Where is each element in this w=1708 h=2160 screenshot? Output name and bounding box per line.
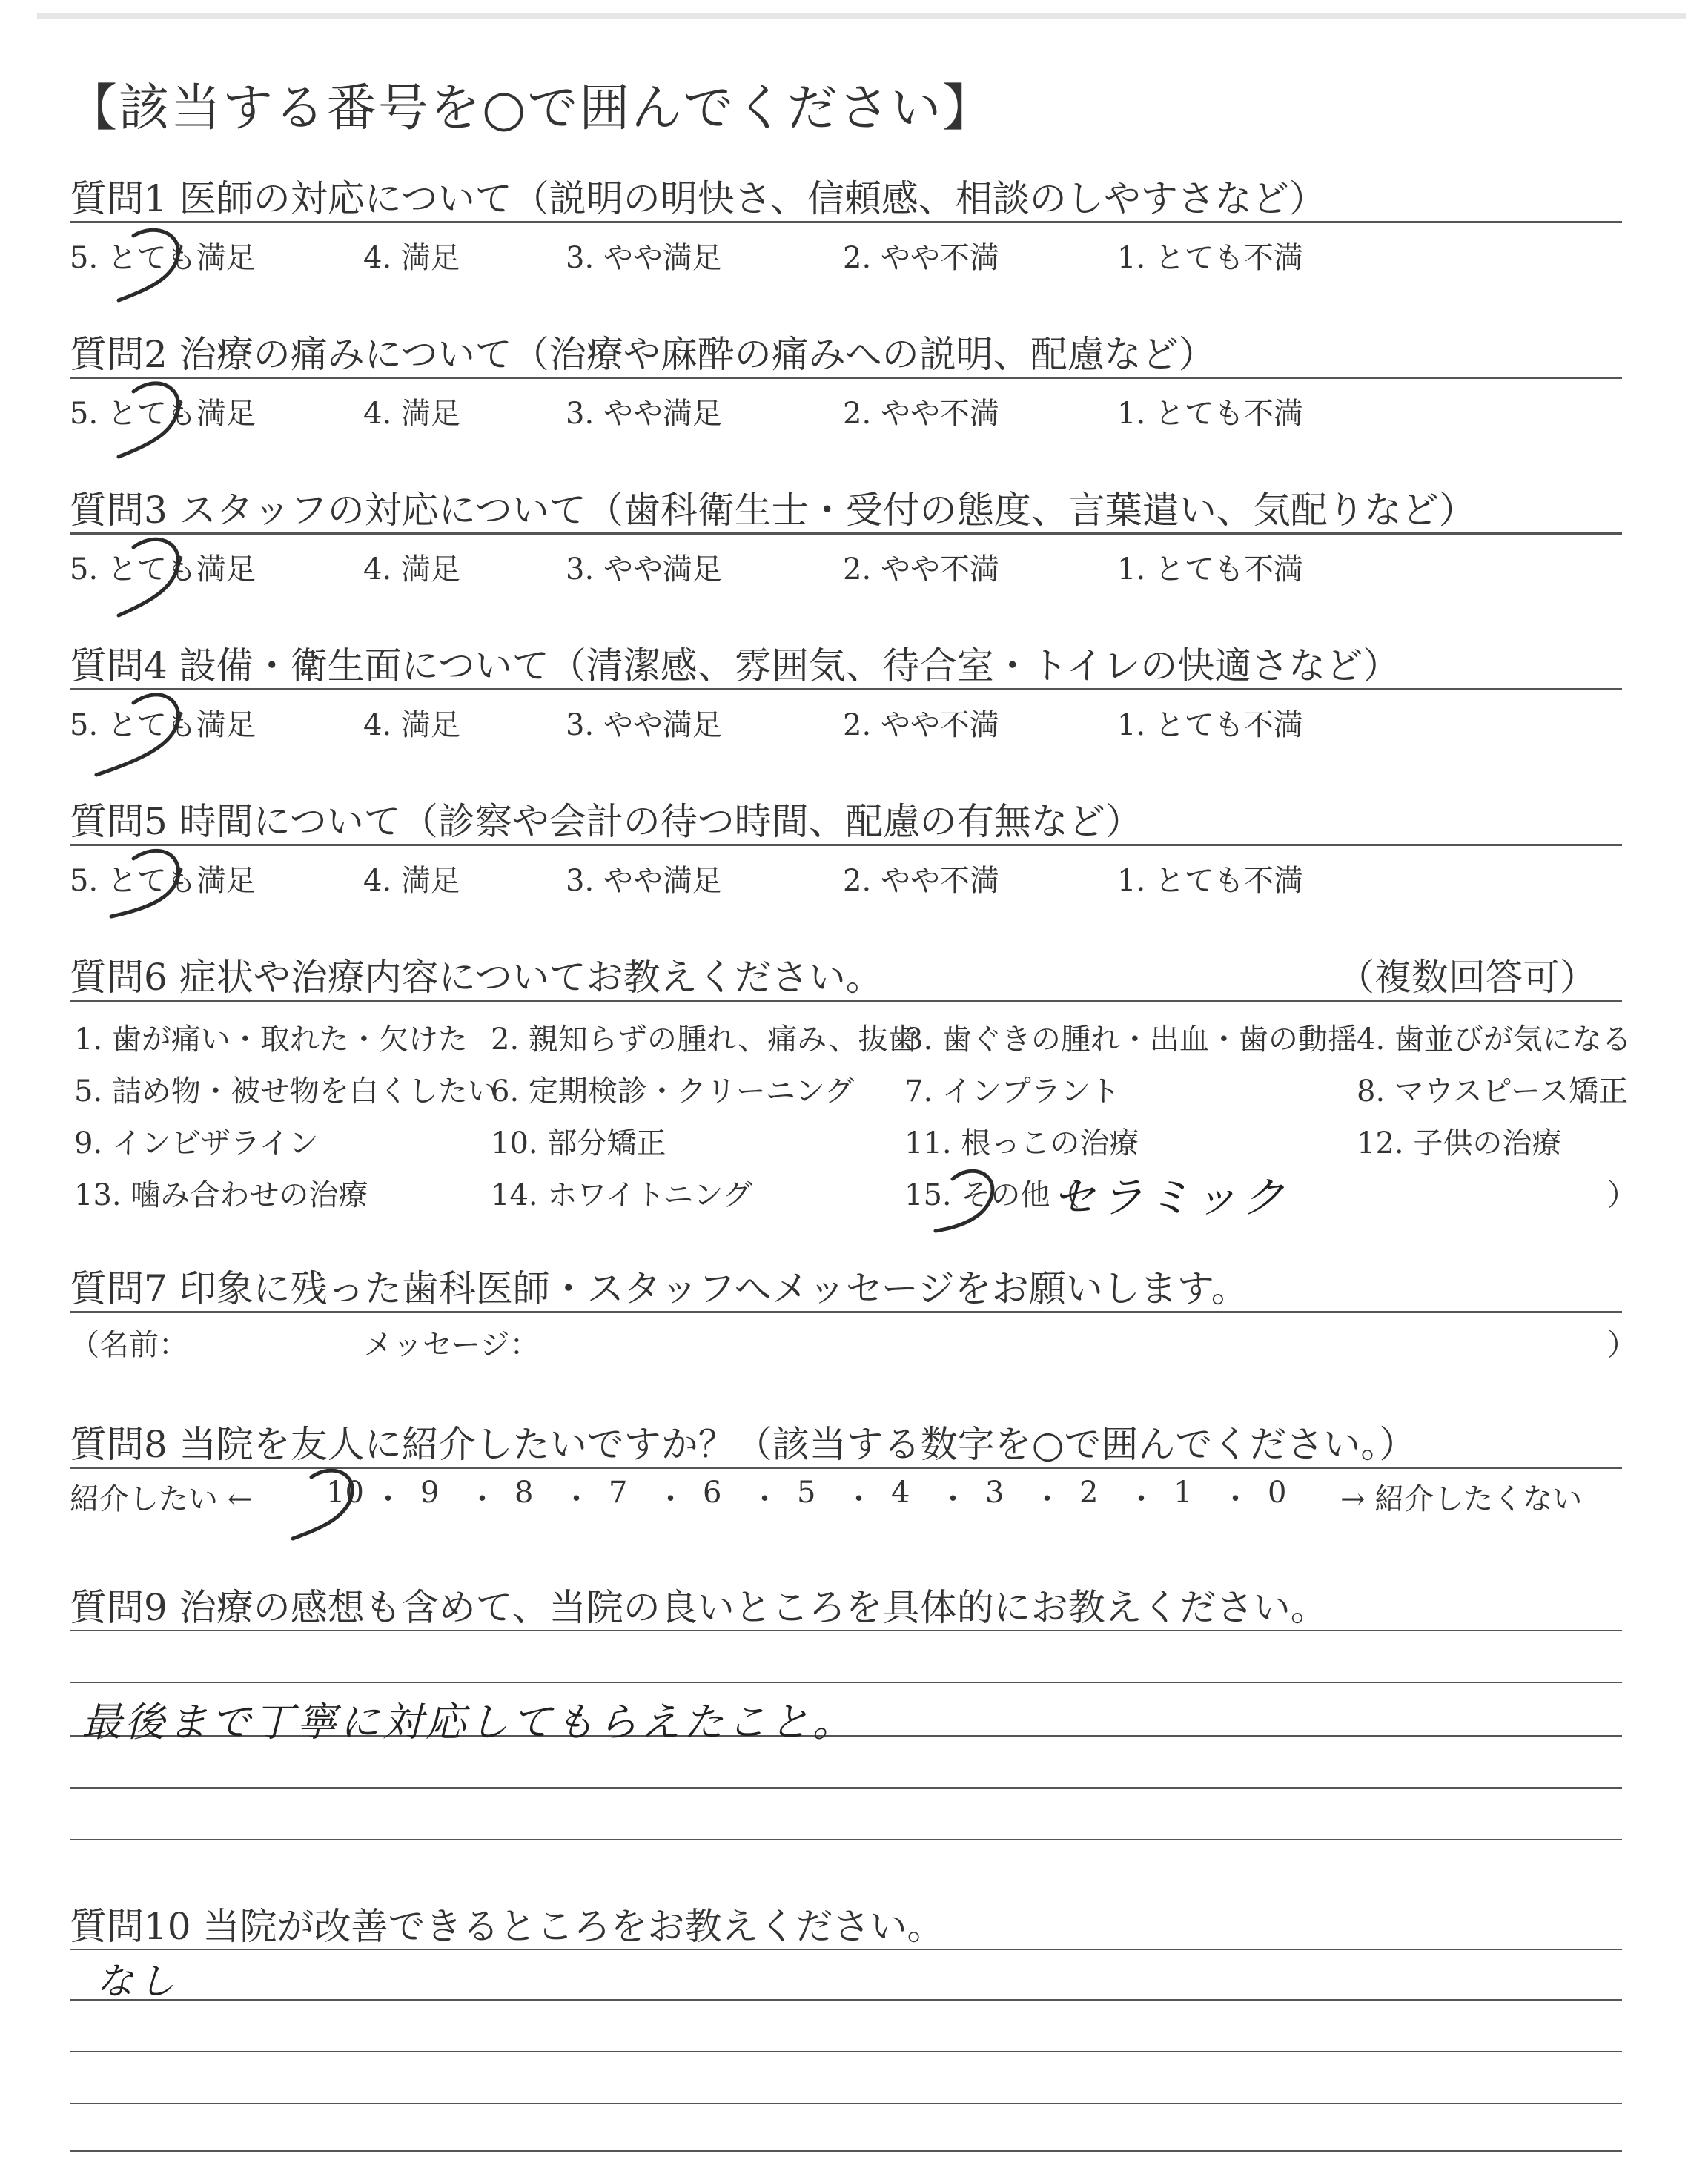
question-title: 質問6 症状や治療内容についてお教えください。 <box>70 956 883 999</box>
rating-option-4[interactable]: 4. 満足 <box>363 864 460 898</box>
symptom-option[interactable]: 4. 歯並びが気になる <box>1357 1023 1632 1057</box>
rating-option-4[interactable]: 4. 満足 <box>363 397 460 431</box>
symptom-option-other[interactable]: 15. その他（ <box>904 1178 1080 1212</box>
rating-option-5[interactable]: 5. とても満足 <box>70 241 256 275</box>
symptom-option[interactable]: 12. 子供の治療 <box>1357 1126 1562 1160</box>
question-rule <box>70 221 1622 223</box>
rating-option-5[interactable]: 5. とても満足 <box>70 397 256 431</box>
scale-separator: ・ <box>1032 1482 1062 1516</box>
scale-number-0[interactable]: 0 <box>1268 1476 1287 1510</box>
scale-number-4[interactable]: 4 <box>891 1476 910 1510</box>
rating-option-3[interactable]: 3. やや満足 <box>566 864 722 898</box>
rating-option-4[interactable]: 4. 満足 <box>363 552 460 587</box>
scale-number-3[interactable]: 3 <box>985 1476 1004 1510</box>
rating-option-4[interactable]: 4. 満足 <box>363 241 460 275</box>
rating-option-3[interactable]: 3. やや満足 <box>566 552 722 587</box>
answer-line <box>70 1839 1622 1840</box>
scale-number-1[interactable]: 1 <box>1174 1476 1193 1510</box>
question-title: 質問1 医師の対応について（説明の明快さ、信頼感、相談のしやすさなど） <box>70 177 1326 220</box>
rating-option-5[interactable]: 5. とても満足 <box>70 864 256 898</box>
scale-separator: ・ <box>1220 1482 1251 1516</box>
message-close-paren: ） <box>1607 1328 1637 1362</box>
scale-separator: ・ <box>467 1482 497 1516</box>
question-rule <box>70 1311 1622 1313</box>
symptom-option[interactable]: 3. 歯ぐきの腫れ・出血・歯の動揺 <box>904 1023 1357 1057</box>
question-rule <box>70 844 1622 846</box>
recommend-right-label: → 紹介したくない <box>1340 1482 1583 1516</box>
rating-option-1[interactable]: 1. とても不満 <box>1117 864 1303 898</box>
rating-option-2[interactable]: 2. やや不満 <box>843 241 999 275</box>
answer-line <box>70 1682 1622 1683</box>
scale-number-6[interactable]: 6 <box>703 1476 722 1510</box>
scan-top-edge <box>37 13 1686 19</box>
question-title: 質問7 印象に残った歯科医師・スタッフへメッセージをお願いします。 <box>70 1267 1248 1310</box>
answer-line <box>70 2150 1622 2152</box>
answer-line <box>70 1630 1622 1631</box>
symptom-option[interactable]: 1. 歯が痛い・取れた・欠けた <box>74 1023 468 1057</box>
scale-separator: ・ <box>655 1482 686 1516</box>
symptom-option[interactable]: 5. 詰め物・被せ物を白くしたい <box>74 1074 497 1109</box>
question-title: 質問8 当院を友人に紹介したいですか？（該当する数字を○で囲んでください。） <box>70 1423 1417 1466</box>
rating-option-4[interactable]: 4. 満足 <box>363 708 460 742</box>
question-rule <box>70 532 1622 535</box>
scale-number-10[interactable]: 10 <box>326 1476 364 1510</box>
rating-option-2[interactable]: 2. やや不満 <box>843 708 999 742</box>
symptom-option[interactable]: 8. マウスピース矯正 <box>1357 1074 1629 1109</box>
rating-option-2[interactable]: 2. やや不満 <box>843 552 999 587</box>
rating-option-3[interactable]: 3. やや満足 <box>566 241 722 275</box>
symptom-option[interactable]: 14. ホワイトニング <box>491 1178 752 1212</box>
page-heading: 【該当する番号を○で囲んでください】 <box>67 79 995 138</box>
other-handwritten-text[interactable]: セラミック <box>1053 1172 1289 1223</box>
scale-number-2[interactable]: 2 <box>1079 1476 1099 1510</box>
question-title: 質問5 時間について（診察や会計の待つ時間、配慮の有無など） <box>70 800 1142 843</box>
scale-separator: ・ <box>1126 1482 1156 1516</box>
question-rule <box>70 688 1622 690</box>
question-rule <box>70 1000 1622 1002</box>
answer-line <box>70 2051 1622 2052</box>
symptom-option[interactable]: 10. 部分矯正 <box>491 1126 666 1160</box>
rating-option-2[interactable]: 2. やや不満 <box>843 397 999 431</box>
symptom-option[interactable]: 11. 根っこの治療 <box>904 1126 1139 1160</box>
rating-option-1[interactable]: 1. とても不満 <box>1117 708 1303 742</box>
symptom-option[interactable]: 6. 定期検診・クリーニング <box>491 1074 855 1109</box>
scale-separator: ・ <box>938 1482 968 1516</box>
symptom-option[interactable]: 7. インプラント <box>904 1074 1120 1109</box>
good-points-answer[interactable]: 最後まで丁寧に対応してもらえたこと。 <box>82 1699 855 1745</box>
symptom-option[interactable]: 9. インビザライン <box>74 1126 319 1160</box>
message-label: メッセージ： <box>363 1328 540 1362</box>
multiple-answer-note: （複数回答可） <box>1337 956 1597 999</box>
question-title: 質問3 スタッフの対応について（歯科衛生士・受付の態度、言葉遣い、気配りなど） <box>70 489 1476 532</box>
rating-option-3[interactable]: 3. やや満足 <box>566 708 722 742</box>
question-title: 質問10 当院が改善できるところをお教えください。 <box>70 1905 944 1948</box>
rating-option-5[interactable]: 5. とても満足 <box>70 708 256 742</box>
scale-separator: ・ <box>373 1482 403 1516</box>
symptom-option[interactable]: 2. 親知らずの腫れ、痛み、抜歯 <box>491 1023 918 1057</box>
scale-separator: ・ <box>561 1482 592 1516</box>
other-close-paren: ） <box>1607 1178 1637 1212</box>
improvement-answer[interactable]: なし <box>96 1960 179 2003</box>
rating-option-3[interactable]: 3. やや満足 <box>566 397 722 431</box>
question-rule <box>70 377 1622 379</box>
scale-separator: ・ <box>749 1482 780 1516</box>
question-title: 質問4 設備・衛生面について（清潔感、雰囲気、待合室・トイレの快適さなど） <box>70 644 1400 687</box>
rating-option-1[interactable]: 1. とても不満 <box>1117 552 1303 587</box>
scale-number-9[interactable]: 9 <box>420 1476 440 1510</box>
answer-line <box>70 2103 1622 2104</box>
rating-option-1[interactable]: 1. とても不満 <box>1117 397 1303 431</box>
question-title: 質問9 治療の感想も含めて、当院の良いところを具体的にお教えください。 <box>70 1586 1328 1629</box>
recommend-left-label: 紹介したい ← <box>70 1482 253 1516</box>
answer-line <box>70 1949 1622 1950</box>
symptom-option[interactable]: 13. 噛み合わせの治療 <box>74 1178 368 1212</box>
question-title: 質問2 治療の痛みについて（治療や麻酔の痛みへの説明、配慮など） <box>70 333 1216 376</box>
scale-number-8[interactable]: 8 <box>514 1476 534 1510</box>
question-rule <box>70 1467 1622 1469</box>
name-label: （名前： <box>70 1328 188 1362</box>
rating-option-2[interactable]: 2. やや不満 <box>843 864 999 898</box>
answer-line <box>70 1787 1622 1789</box>
scale-separator: ・ <box>844 1482 874 1516</box>
rating-option-1[interactable]: 1. とても不満 <box>1117 241 1303 275</box>
scale-number-7[interactable]: 7 <box>609 1476 628 1510</box>
rating-option-5[interactable]: 5. とても満足 <box>70 552 256 587</box>
scale-number-5[interactable]: 5 <box>797 1476 816 1510</box>
answer-line <box>70 1999 1622 2001</box>
